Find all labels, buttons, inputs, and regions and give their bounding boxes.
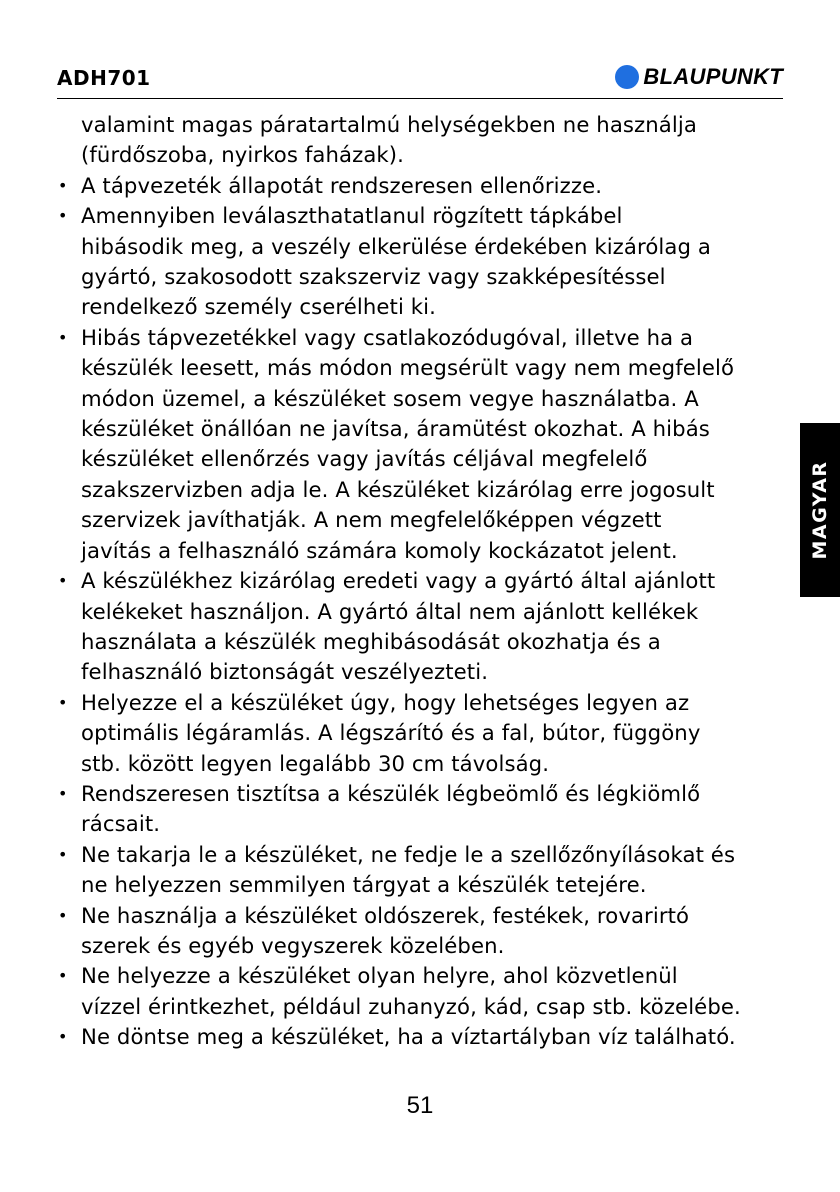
item-text-line: szervizek javíthatják. A nem megfelelőképpen végzett: [81, 507, 662, 533]
item-text-line: szerek és egyéb vegyszerek közelében.: [81, 932, 505, 958]
item-text-line: szakszervizben adja le. A készüléket kizárólag erre jogosult: [81, 476, 715, 502]
bullet-icon: •: [58, 905, 68, 925]
item-text-line: Rendszeresen tisztítsa a készülék légbeömlő és légkiömlő: [81, 780, 701, 806]
model-number: ADH701: [57, 66, 151, 90]
item-text-line: ne helyezzen semmilyen tárgyat a készülék tetejére.: [81, 872, 647, 898]
page-header: [57, 62, 783, 99]
item-text-line: készülék leesett, más módon megsérült vagy nem megfelelő: [81, 355, 735, 381]
safety-instructions: [50, 110, 790, 1053]
list-item: [50, 901, 790, 962]
list-item: [50, 961, 790, 1022]
bullet-icon: •: [58, 206, 68, 226]
brand-name: BLAUPUNKT: [643, 64, 783, 89]
item-text-line: kelékeket használjon. A gyártó által nem ajánlott kellékek: [81, 598, 699, 624]
bullet-icon: •: [58, 966, 68, 986]
item-text-line: (fürdőszoba, nyirkos faházak).: [81, 142, 404, 168]
item-text-line: valamint magas páratartalmú helységekben ne használja: [81, 112, 697, 137]
item-text-line: felhasználó biztonságát veszélyezteti.: [81, 659, 489, 685]
item-text-line: A tápvezeték állapotát rendszeresen ellenőrizze.: [81, 172, 603, 198]
item-text-line: rácsait.: [81, 811, 161, 837]
language-tab: [800, 423, 840, 597]
bullet-icon: •: [58, 783, 68, 803]
item-text-line: használata a készülék meghibásodását okozhatja és a: [81, 628, 661, 654]
item-text-line: javítás a felhasználó számára komoly kockázatot jelent.: [81, 537, 678, 563]
item-text-line: A készülékhez kizárólag eredeti vagy a gyártó által ajánlott: [81, 568, 716, 594]
item-text-line: Ne takarja le a készüléket, ne fedje le a szellőzőnyílásokat és: [81, 841, 736, 867]
brand-dot-icon: [615, 65, 639, 89]
item-text-line: stb. között legyen legalább 30 cm távolság.: [81, 750, 550, 776]
list-item: [50, 110, 790, 171]
item-text-line: Ne használja a készüléket oldószerek, festékek, rovarirtó: [81, 902, 690, 928]
list-item: [50, 688, 790, 779]
item-text-line: optimális légáramlás. A légszárító és a fal, bútor, függöny: [81, 720, 701, 746]
language-label: MAGYAR: [809, 460, 831, 560]
list-item: [50, 840, 790, 901]
bullet-icon: •: [58, 692, 68, 712]
item-text-line: Ne döntse meg a készüléket, ha a víztartályban víz található.: [81, 1024, 736, 1050]
list-item: [50, 779, 790, 840]
item-text-line: gyártó, szakosodott szakszerviz vagy szakképesítéssel: [81, 264, 666, 290]
item-text-line: rendelkező személy cserélheti ki.: [81, 294, 436, 320]
item-text-line: Hibás tápvezetékkel vagy csatlakozódugóval, illetve ha a: [81, 324, 694, 350]
bullet-icon: •: [58, 327, 68, 347]
item-text-line: Helyezze el a készüléket úgy, hogy lehetséges legyen az: [81, 689, 690, 715]
item-text-line: módon üzemel, a készüléket sosem vegye használatba. A: [81, 385, 699, 411]
bullet-icon: •: [58, 571, 68, 591]
item-text-line: Amennyiben leválaszthatatlanul rögzített tápkábel: [81, 203, 623, 229]
item-text-line: Ne helyezze a készüléket olyan helyre, ahol közvetlenül: [81, 963, 678, 989]
item-text-line: készüléket ellenőrzés vagy javítás céljával megfelelő: [81, 446, 648, 472]
page-number: 51: [406, 1092, 434, 1119]
bullet-icon: •: [58, 175, 68, 195]
item-text-line: hibásodik meg, a veszély elkerülése érdekében kizárólag a: [81, 233, 711, 259]
item-text-line: készüléket önállóan ne javítsa, áramütést okozhat. A hibás: [81, 416, 710, 442]
bullet-icon: •: [58, 844, 68, 864]
list-item: [50, 171, 790, 201]
list-item: [50, 201, 790, 323]
bullet-icon: •: [58, 1027, 68, 1047]
list-item: [50, 1022, 790, 1052]
item-text-line: vízzel érintkezhet, például zuhanyzó, kád, csap stb. közelébe.: [81, 993, 741, 1019]
brand-logo: [615, 64, 783, 90]
list-item: [50, 566, 790, 688]
list-item: [50, 323, 790, 566]
